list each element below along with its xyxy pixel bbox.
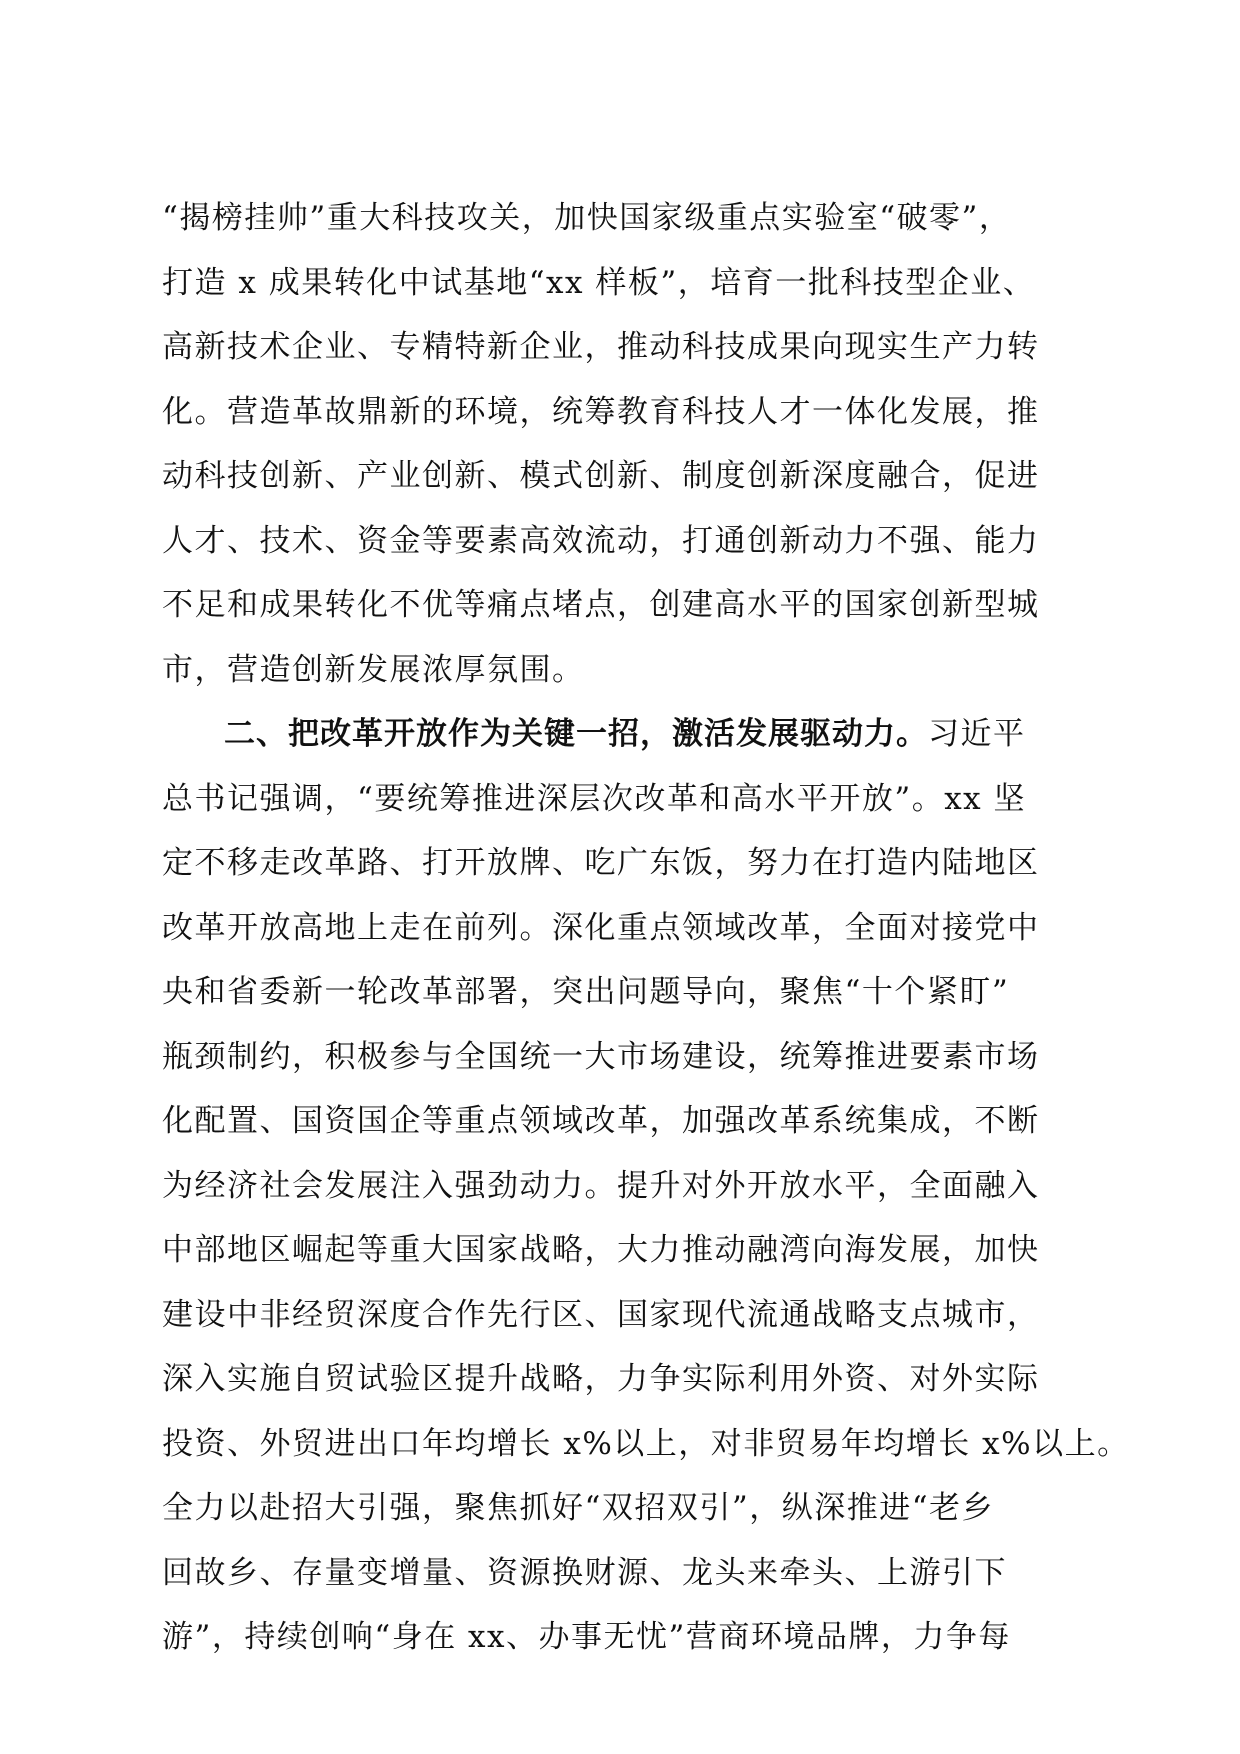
paragraph-science-tech	[162, 186, 1072, 702]
text-line: 打造 x 成果转化中试基地“xx 样板”，培育一批科技型企业、	[162, 264, 1036, 301]
text-line: 改革开放高地上走在前列。深化重点领域改革，全面对接党中	[162, 909, 1040, 946]
text-line: 动科技创新、产业创新、模式创新、制度创新深度融合，促进	[162, 458, 1040, 494]
text-line: 中部地区崛起等重大国家战略，大力推动融湾向海发展，加快	[162, 1232, 1040, 1268]
text-line: 定不移走改革路、打开放牌、吃广东饭，努力在打造内陆地区	[162, 845, 1040, 881]
text-line: 游”，持续创响“身在 xx、办事无忧”营商环境品牌，力争每	[162, 1619, 1011, 1655]
text-line: 央和省委新一轮改革部署，突出问题导向，聚焦“十个紧盯”	[162, 974, 1010, 1010]
text-line: 全力以赴招大引强，聚焦抓好“双招双引”，纵深推进“老乡	[162, 1490, 995, 1526]
text-line: 回故乡、存量变增量、资源换财源、龙头来牵头、上游引下	[162, 1554, 1007, 1591]
document-body	[162, 186, 1130, 1670]
text-line: 为经济社会发展注入强劲动力。提升对外开放水平，全面融入	[162, 1167, 1040, 1204]
text-line: 投资、外贸进出口年均增长 x%以上，对非贸易年均增长 x%以上。	[162, 1425, 1130, 1462]
text-line: 深入实施自贸试验区提升战略，力争实际利用外资、对外实际	[162, 1361, 1040, 1397]
text-line: 建设中非经贸深度合作先行区、国家现代流通战略支点城市，	[162, 1296, 1040, 1333]
text-line: 化。营造革故鼎新的环境，统筹教育科技人才一体化发展，推	[162, 393, 1040, 430]
heading-line-continuation: 习近平	[928, 716, 1026, 752]
section-heading-line	[162, 702, 1072, 767]
text-line: 不足和成果转化不优等痛点堵点，创建高水平的国家创新型城	[162, 587, 1040, 623]
text-line: 人才、技术、资金等要素高效流动，打通创新动力不强、能力	[162, 522, 1040, 559]
text-line: 化配置、国资国企等重点领域改革，加强改革系统集成，不断	[162, 1103, 1040, 1139]
paragraph-reform-opening	[162, 702, 1130, 1670]
text-line: 总书记强调，“要统筹推进深层次改革和高水平开放”。xx 坚	[162, 780, 1027, 817]
text-line: “揭榜挂帅”重大科技攻关，加快国家级重点实验室“破零”，	[162, 200, 1012, 236]
section-heading: 二、把改革开放作为关键一招，激活发展驱动力。	[224, 716, 928, 752]
text-line: 瓶颈制约，积极参与全国统一大市场建设，统筹推进要素市场	[162, 1038, 1040, 1075]
text-line: 高新技术企业、专精特新企业，推动科技成果向现实生产力转	[162, 329, 1040, 365]
text-line: 市，营造创新发展浓厚氛围。	[162, 651, 585, 688]
